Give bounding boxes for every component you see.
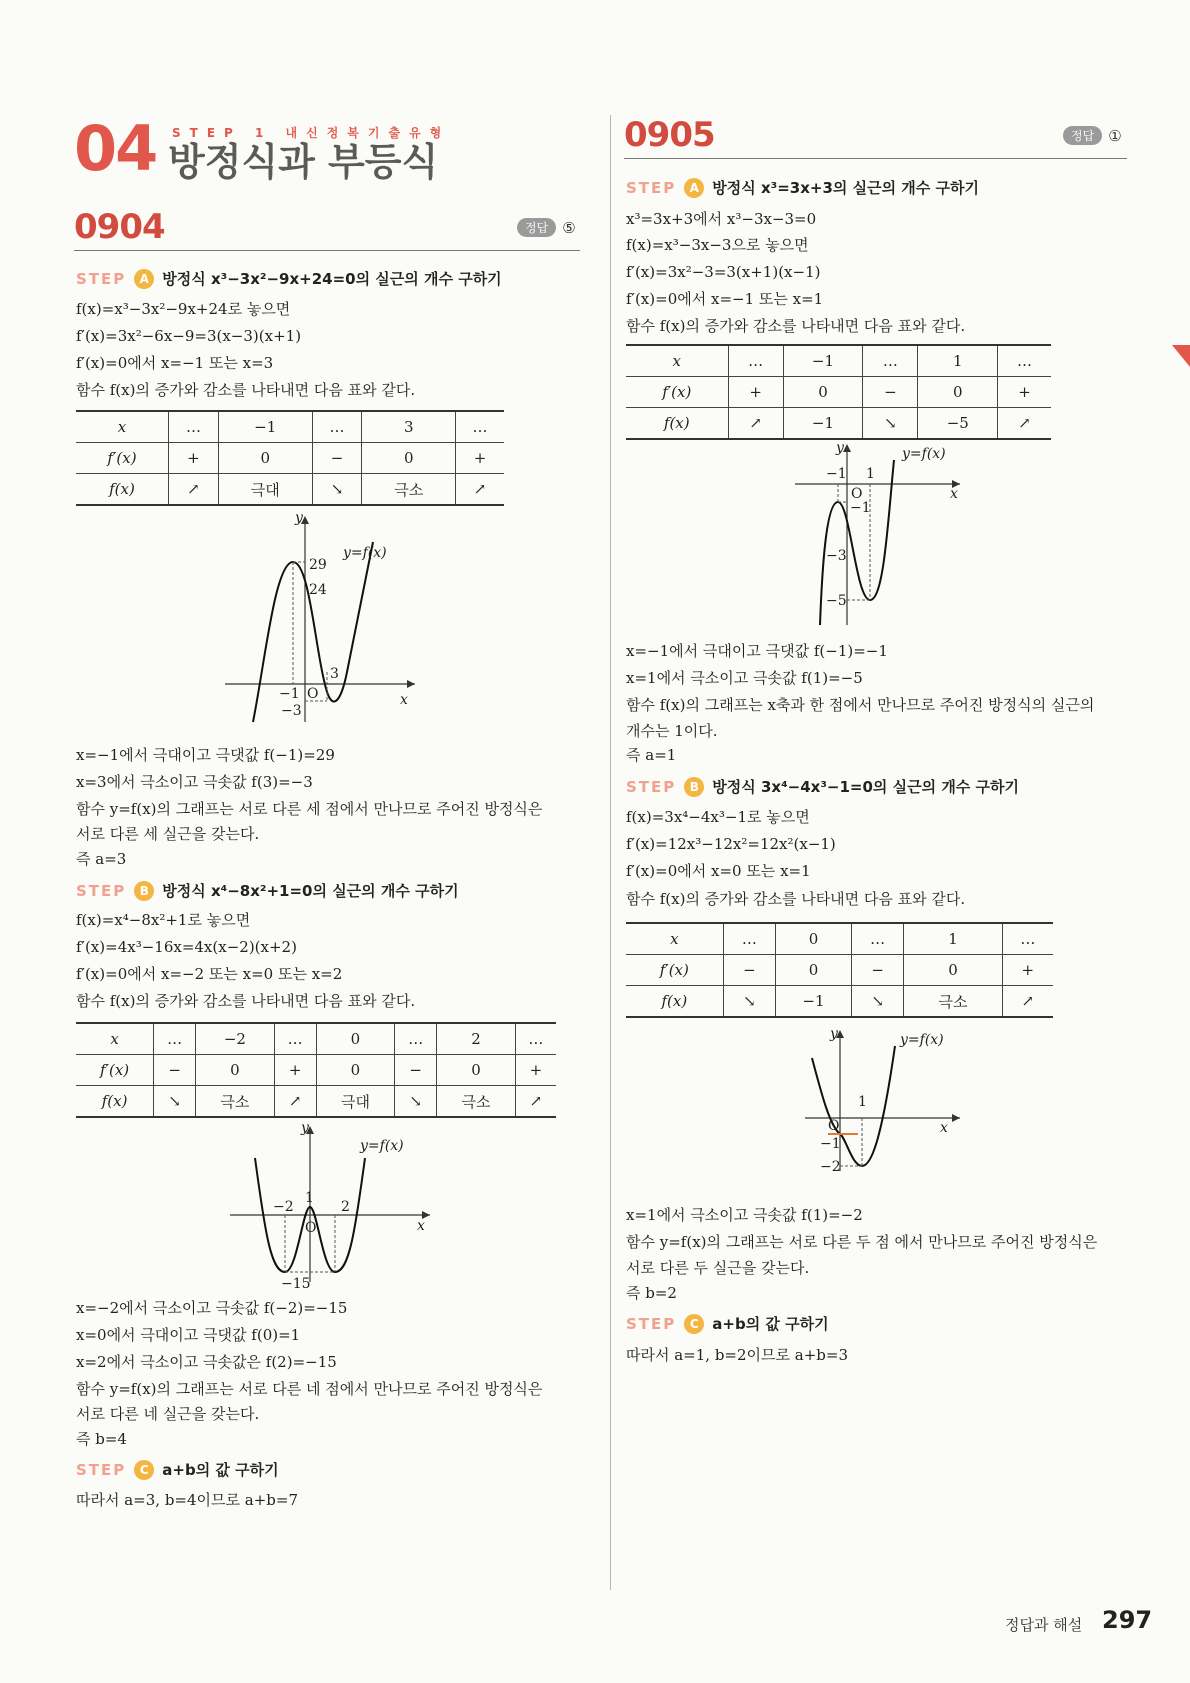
step-title: 방정식 x³−3x²−9x+24=0의 실근의 개수 구하기 [162, 270, 502, 288]
problem-number: 0904 [74, 207, 165, 247]
step-label: STEP [626, 1314, 677, 1333]
table-cell: ↗ [274, 1086, 316, 1118]
table-cell: ↗ [1002, 986, 1053, 1018]
table-cell: ↘ [851, 986, 903, 1018]
table-cell: − [395, 1055, 437, 1086]
answer-value: ① [1108, 126, 1122, 145]
axis-label-x: x [417, 1218, 425, 1234]
graph-quartic [800, 1026, 970, 1176]
step-badge: B [134, 881, 154, 901]
axis-label-x: x [400, 692, 408, 708]
variation-table [626, 344, 1051, 440]
step-c-heading [626, 1313, 829, 1334]
step-a-heading [76, 268, 502, 289]
table-cell: + [274, 1055, 316, 1086]
graph-quartic [225, 1122, 435, 1292]
table-cell: −1 [218, 411, 312, 443]
variation-table [626, 922, 1053, 1018]
table-cell: f(x) [76, 1086, 154, 1118]
axis-label-y: y [836, 440, 844, 456]
table-cell: … [998, 345, 1051, 377]
table-cell: ↗ [515, 1086, 556, 1118]
step-label: STEP [626, 178, 677, 197]
table-cell: … [274, 1023, 316, 1055]
solution-line: x=−1에서 극대이고 극댓값 f(−1)=29 [76, 746, 335, 764]
table-cell: + [728, 377, 783, 408]
solution-line: x=3에서 극소이고 극솟값 f(3)=−3 [76, 773, 313, 791]
solution-line: 함수 f(x)의 증가와 감소를 나타내면 다음 표와 같다. [626, 890, 966, 908]
axis-label-y: y [301, 1122, 309, 1136]
problem-number: 0905 [624, 115, 715, 155]
solution-line: x=−1에서 극대이고 극댓값 f(−1)=−1 [626, 642, 888, 660]
solution-line: f(x)=x⁴−8x²+1로 놓으면 [76, 911, 251, 929]
step-badge: C [684, 1314, 704, 1334]
table-cell: f′(x) [626, 377, 728, 408]
answer-badge [517, 218, 576, 237]
table-cell: + [168, 443, 218, 474]
table-cell: x [76, 411, 168, 443]
solution-line: 서로 다른 네 실근을 갖는다. [76, 1405, 260, 1423]
table-cell: 0 [783, 377, 863, 408]
answer-label: 정답 [517, 218, 556, 237]
problem-rule [624, 158, 1127, 159]
tick-label: 2 [341, 1199, 350, 1215]
table-cell: 극소 [437, 1086, 516, 1118]
solution-line: f′(x)=12x³−12x²=12x²(x−1) [626, 835, 836, 853]
table-cell: f(x) [76, 474, 168, 506]
step-a-heading [626, 177, 979, 198]
table-cell: ↘ [863, 408, 918, 440]
function-label: y=f(x) [900, 1032, 944, 1048]
step-label: STEP [626, 777, 677, 796]
solution-line: f(x)=3x⁴−4x³−1로 놓으면 [626, 808, 810, 826]
solution-line: 즉 b=4 [76, 1430, 127, 1448]
tick-label: −2 [820, 1159, 841, 1175]
axis-label-x: x [950, 486, 958, 502]
table-cell: −5 [918, 408, 998, 440]
answer-label: 정답 [1063, 126, 1102, 145]
table-cell: 0 [362, 443, 456, 474]
origin-label: O [305, 1220, 317, 1236]
solution-line: f(x)=x³−3x²−9x+24로 놓으면 [76, 300, 291, 318]
table-cell: … [168, 411, 218, 443]
table-cell: 1 [918, 345, 998, 377]
table-cell: + [998, 377, 1051, 408]
y-axis-arrow [843, 444, 851, 452]
table-cell: 0 [196, 1055, 275, 1086]
solution-line: 함수 y=f(x)의 그래프는 서로 다른 세 점에서 만나므로 주어진 방정식은 [76, 800, 543, 818]
solution-line: x=2에서 극소이고 극솟값은 f(2)=−15 [76, 1353, 337, 1371]
axis-label-y: y [295, 512, 303, 526]
solution-line: x=0에서 극대이고 극댓값 f(0)=1 [76, 1326, 301, 1344]
page-edge-tab [1172, 345, 1190, 367]
table-cell: − [863, 377, 918, 408]
table-cell: ↗ [728, 408, 783, 440]
table-cell: f′(x) [626, 955, 723, 986]
column-divider [610, 115, 611, 1590]
origin-label: O [851, 486, 863, 502]
solution-line: f′(x)=0에서 x=−1 또는 x=1 [626, 290, 824, 308]
footer-label: 정답과 해설 [1005, 1616, 1083, 1634]
table-cell: + [1002, 955, 1053, 986]
table-cell: 0 [218, 443, 312, 474]
step-b-heading [76, 880, 459, 901]
tick-label: 1 [305, 1190, 314, 1206]
solution-line: x=−2에서 극소이고 극솟값 f(−2)=−15 [76, 1299, 348, 1317]
table-cell: 2 [437, 1023, 516, 1055]
table-cell: ↘ [154, 1086, 196, 1118]
table-cell: … [863, 345, 918, 377]
step-title: a+b의 값 구하기 [712, 1315, 829, 1333]
chapter-number: 04 [74, 112, 157, 185]
solution-line: 함수 y=f(x)의 그래프는 서로 다른 네 점에서 만나므로 주어진 방정식은 [76, 1380, 543, 1398]
step-c-heading [76, 1459, 279, 1480]
table-cell: … [395, 1023, 437, 1055]
table-cell: … [456, 411, 504, 443]
table-cell: − [723, 955, 775, 986]
chapter-step-label: STEP 1 내신정복기출유형 [172, 126, 451, 140]
function-label: y=f(x) [902, 446, 946, 462]
tick-label: −1 [826, 466, 847, 482]
table-cell: −1 [783, 345, 863, 377]
tick-label: 3 [330, 666, 339, 682]
solution-line: f′(x)=0에서 x=0 또는 x=1 [626, 862, 811, 880]
tick-label: −1 [850, 500, 871, 516]
step-badge: A [134, 269, 154, 289]
x-axis-arrow [952, 1114, 960, 1122]
table-cell: −2 [196, 1023, 275, 1055]
origin-label: O [307, 686, 319, 702]
solution-line: 즉 a=3 [76, 850, 127, 868]
table-cell: 0 [316, 1055, 395, 1086]
variation-table [76, 410, 504, 506]
table-cell: + [515, 1055, 556, 1086]
tick-label: −5 [826, 593, 847, 609]
table-cell: ↗ [456, 474, 504, 506]
tick-label: −3 [281, 703, 302, 719]
table-cell: 극대 [316, 1086, 395, 1118]
graph-cubic [790, 440, 970, 630]
step-badge: A [684, 178, 704, 198]
step-title: 방정식 x³=3x+3의 실근의 개수 구하기 [712, 179, 979, 197]
step-label: STEP [76, 1460, 127, 1479]
solution-line: 함수 f(x)의 증가와 감소를 나타내면 다음 표와 같다. [626, 317, 966, 335]
table-cell: 0 [918, 377, 998, 408]
table-cell: ↗ [998, 408, 1051, 440]
table-cell: … [1002, 923, 1053, 955]
variation-table [76, 1022, 556, 1118]
solution-line: 함수 f(x)의 증가와 감소를 나타내면 다음 표와 같다. [76, 381, 416, 399]
table-cell: + [456, 443, 504, 474]
page-number: 297 [1102, 1606, 1153, 1634]
table-cell: 0 [904, 955, 1002, 986]
problem-rule [74, 250, 580, 251]
function-label: y=f(x) [360, 1138, 404, 1154]
table-cell: … [515, 1023, 556, 1055]
table-cell: … [851, 923, 903, 955]
table-cell: 극소 [904, 986, 1002, 1018]
table-cell: x [626, 345, 728, 377]
solution-line: 개수는 1이다. [626, 722, 718, 740]
step-label: STEP [76, 269, 127, 288]
tick-label: 1 [866, 466, 875, 482]
table-cell: f(x) [626, 408, 728, 440]
solution-line: x³=3x+3에서 x³−3x−3=0 [626, 210, 817, 228]
table-cell: ↘ [312, 474, 362, 506]
solution-line: f(x)=x³−3x−3으로 놓으면 [626, 236, 809, 254]
table-cell: ↘ [395, 1086, 437, 1118]
table-cell: − [312, 443, 362, 474]
solution-line: 함수 f(x)의 그래프는 x축과 한 점에서 만나므로 주어진 방정식의 실근의 [626, 696, 1095, 714]
table-cell: … [723, 923, 775, 955]
table-cell: 3 [362, 411, 456, 443]
solution-line: 함수 f(x)의 증가와 감소를 나타내면 다음 표와 같다. [76, 992, 416, 1010]
solution-line: 서로 다른 두 실근을 갖는다. [626, 1259, 810, 1277]
axis-label-y: y [830, 1026, 838, 1042]
table-cell: f′(x) [76, 1055, 154, 1086]
table-cell: f′(x) [76, 443, 168, 474]
tick-label: 29 [309, 557, 327, 573]
solution-line: 서로 다른 세 실근을 갖는다. [76, 825, 260, 843]
table-cell: 0 [316, 1023, 395, 1055]
step-title: 방정식 3x⁴−4x³−1=0의 실근의 개수 구하기 [712, 778, 1019, 796]
table-cell: ↗ [168, 474, 218, 506]
tick-label: 24 [309, 582, 327, 598]
table-cell: ↘ [723, 986, 775, 1018]
solution-line: x=1에서 극소이고 극솟값 f(1)=−5 [626, 669, 863, 687]
table-cell: … [154, 1023, 196, 1055]
origin-label: O [828, 1118, 840, 1134]
table-cell: 1 [904, 923, 1002, 955]
table-cell: x [626, 923, 723, 955]
table-cell: 극대 [218, 474, 312, 506]
table-cell: 0 [437, 1055, 516, 1086]
solution-line: f′(x)=4x³−16x=4x(x−2)(x+2) [76, 938, 297, 956]
step-title: a+b의 값 구하기 [162, 1461, 279, 1479]
step-label: STEP [76, 881, 127, 900]
step-badge: C [134, 1460, 154, 1480]
solution-line: f′(x)=0에서 x=−2 또는 x=0 또는 x=2 [76, 965, 343, 983]
solution-line: f′(x)=3x²−6x−9=3(x−3)(x+1) [76, 327, 302, 345]
tick-label: −3 [826, 548, 847, 564]
solution-line: f′(x)=0에서 x=−1 또는 x=3 [76, 354, 274, 372]
tick-label: −2 [273, 1199, 294, 1215]
answer-value: ⑤ [562, 218, 576, 237]
table-cell: − [851, 955, 903, 986]
table-cell: −1 [783, 408, 863, 440]
solution-line: 따라서 a=3, b=4이므로 a+b=7 [76, 1491, 299, 1509]
axis-label-x: x [940, 1120, 948, 1136]
tick-label: −1 [279, 686, 300, 702]
solution-line: 따라서 a=1, b=2이므로 a+b=3 [626, 1346, 849, 1364]
table-cell: f(x) [626, 986, 723, 1018]
table-cell: … [728, 345, 783, 377]
tick-label: −15 [281, 1276, 311, 1292]
step-badge: B [684, 777, 704, 797]
solution-line: x=1에서 극소이고 극솟값 f(1)=−2 [626, 1206, 863, 1224]
tick-label: −1 [820, 1136, 841, 1152]
table-cell: 극소 [362, 474, 456, 506]
solution-line: 즉 b=2 [626, 1284, 677, 1302]
table-cell: − [154, 1055, 196, 1086]
table-cell: … [312, 411, 362, 443]
function-label: y=f(x) [343, 545, 387, 561]
table-cell: 극소 [196, 1086, 275, 1118]
table-cell: 0 [776, 955, 852, 986]
table-cell: 0 [776, 923, 852, 955]
step-b-heading [626, 776, 1019, 797]
chapter-title: 방정식과 부등식 [168, 140, 439, 184]
x-axis-arrow [407, 680, 415, 688]
solution-line: f′(x)=3x²−3=3(x+1)(x−1) [626, 263, 821, 281]
table-cell: −1 [776, 986, 852, 1018]
graph-cubic [215, 512, 425, 732]
tick-label: 1 [858, 1094, 867, 1110]
solution-line: 함수 y=f(x)의 그래프는 서로 다른 두 점 에서 만나므로 주어진 방정식은 [626, 1233, 1098, 1251]
solution-line: 즉 a=1 [626, 746, 677, 764]
answer-badge [1063, 126, 1122, 145]
table-cell: x [76, 1023, 154, 1055]
step-title: 방정식 x⁴−8x²+1=0의 실근의 개수 구하기 [162, 882, 459, 900]
